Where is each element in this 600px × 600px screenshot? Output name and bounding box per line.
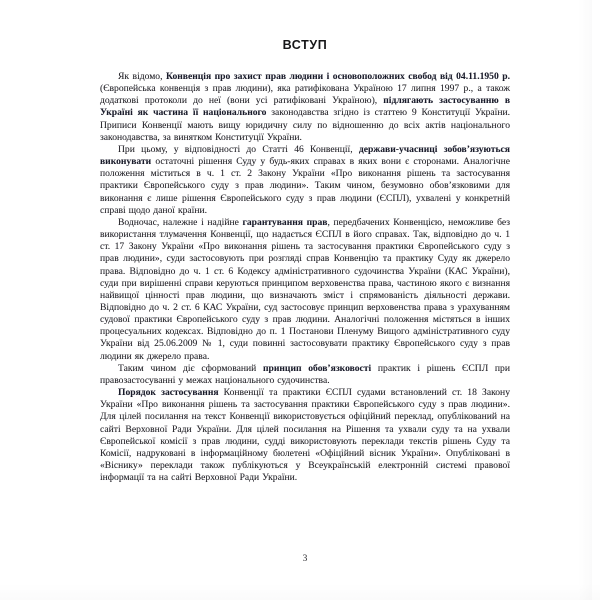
text-run: , передбачених Конвенцією, неможливе без використання тлумачення Конвенції, що надається ЄСПЛ в його справах. Так, відповідно до ч. 1 ст. 17 Закону України «Про виконання рішень та застосування практики Європейського суду з прав людини», суди застосовують при розгляді справ Конвенцію та практику Суду як джерело права. Відповідно до ч. 1 ст. 6 Кодексу адміністративного судочинства України (КАС України), суди при вирішенні справи керуються принципом верховенства права, частиною якого є визнання найвищої цінності прав людини, що визначають зміст і спрямованість діяльності держави. Відповідно до ч. 2 ст. 6 КАС України, суд застосовує принцип верховенства права з урахуванням судової практики Європейського суду з прав людини. Аналогічні положення містяться в інших процесуальних кодексах. Відповідно до п. 1 Постанови Пленуму Вищого адміністративного суду України від 25.06.2009 № 1, суди повинні застосовувати практику Європейського суду з прав людини як джерело права.: [100, 216, 511, 362]
paragraph: [100, 217, 510, 363]
text-run: При цьому, у відповідності до Статті 46 Конвенції,: [118, 143, 359, 155]
bold-text-run: Конвенція про захист прав людини і основоположних свобод від 04.11.1950 р.: [166, 71, 510, 82]
text-run: практик і рішень ЄСПЛ при правозастосуванні у межах національного судочинства.: [100, 362, 510, 386]
bold-text-run: гарантування прав: [242, 216, 328, 228]
bold-text-run: Порядок застосування: [118, 387, 219, 399]
page-number: 3: [302, 554, 308, 564]
scan-shadow-artifact: [0, 584, 600, 600]
text-run: остаточні рішення Суду у будь-яких справах в яких вони є сторонами. Аналогічне положення міститься в ч. 1 ст. 2 Закону України «Про виконання рішень та застосування практики Європейського суду з прав людини». Таким чином, безумовно обов’язковими для виконання є лише рішення Європейського суду з прав людини (ЄСПЛ), ухвалені у конкретній справі щодо даної країни.: [100, 156, 510, 216]
text-run: Конвенції та практики ЄСПЛ судами встановлений ст. 18 Закону України «Про виконання рішень та застосування практики Європейського суду з прав людини». Для цілей посилання на текст Конвенції використовується офіційний переклад, опублікований на сайті Верховної Ради України. Для цілей посилання на Рішення та ухвали суду та на ухвали Європейської комісії з прав людини, судді використовують переклади текстів рішень Суду та Комісії, надруковані в інформаційному бюлетені «Офіційний вісник України». Опубліковані в «Віснику» переклади також публікуються у Всеукраїнській електронній системі правової інформації та на сайті Верховної Ради України.: [100, 387, 510, 484]
text-run: Таким чином діє сформований: [118, 362, 264, 374]
paragraph: [100, 144, 510, 217]
bold-text-run: підлягають застосуванню в Україні як частина її національного: [100, 95, 510, 119]
text-run: Водночас, належне і надійне: [118, 216, 243, 228]
page-title: ВСТУП: [282, 38, 328, 52]
text-column: [100, 38, 510, 484]
paragraph: [100, 387, 510, 484]
text-run: законодавства згідно із статтею 9 Конституції України. Приписи Конвенції мають вищу юридичну силу по відношенню до всіх актів національного законодавства, за винятком Конституції України.: [100, 107, 511, 143]
scan-edge-artifact: [578, 0, 592, 600]
paragraph: [100, 363, 510, 387]
text-run: (Європейська конвенція з прав людини), яка ратифікована Україною 17 липня 1997 р., а також додаткові протоколи до неї (вони усі ратифіковані Україною),: [100, 83, 510, 107]
bold-text-run: принцип обов’язковості: [263, 362, 372, 374]
body-text: [100, 71, 510, 484]
paragraph: [100, 71, 510, 144]
bold-text-run: держави-учасниці зобов’язуються виконувати: [100, 143, 510, 168]
text-run: Як відомо,: [118, 71, 166, 82]
